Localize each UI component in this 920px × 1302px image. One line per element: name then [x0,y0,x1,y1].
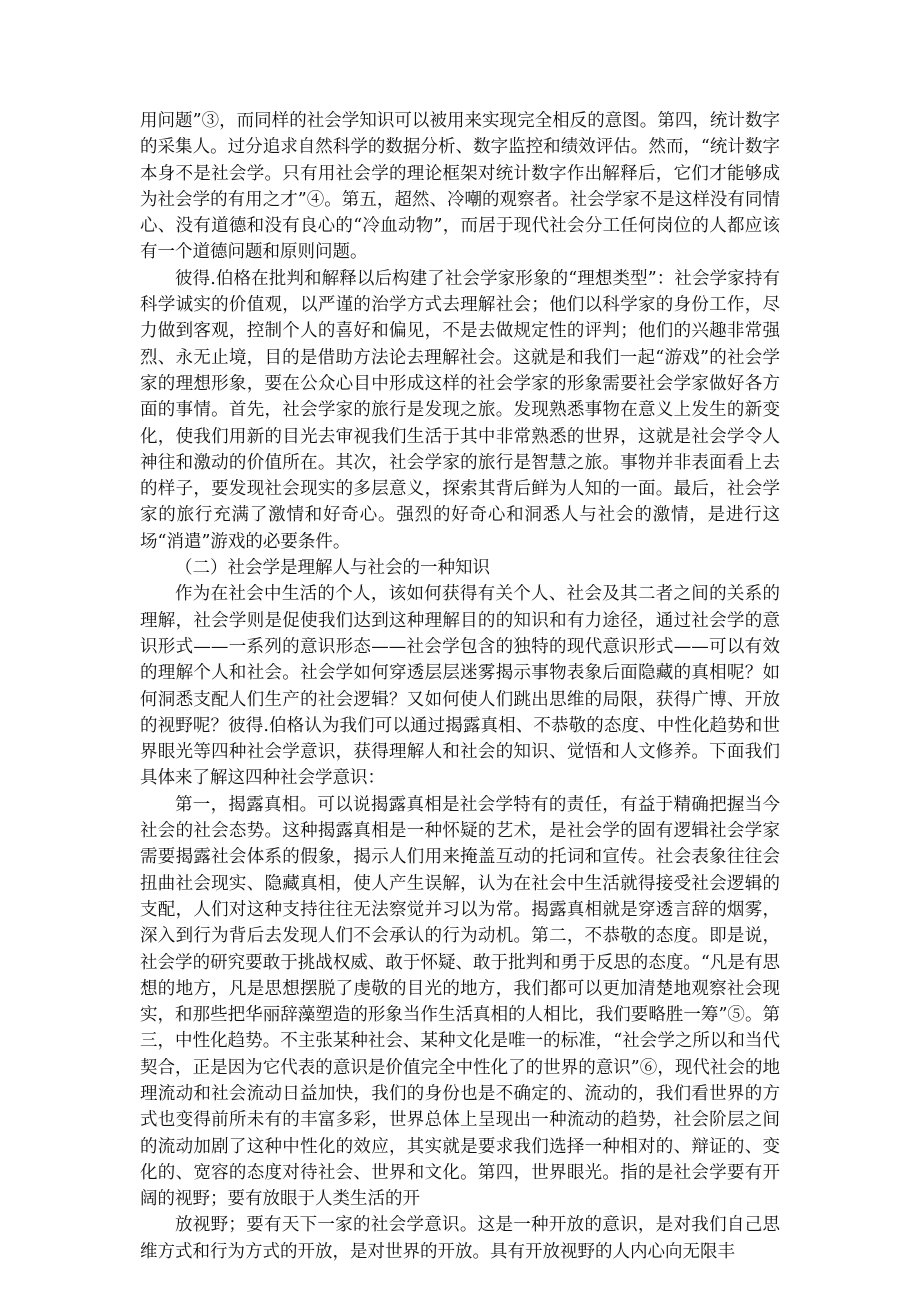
paragraph-open-vision: 放视野；要有天下一家的社会学意识。这是一种开放的意识，是对我们自己思维方式和行为方式的开放，是对世界的开放。具有开放视野的人内心向无限丰 [140,1215,780,1262]
paragraph-four-consciousness: 第一，揭露真相。可以说揭露真相是社会学特有的责任，有益于精确把握当今社会的社会态势。这种揭露真相是一种怀疑的艺术，是社会学的固有逻辑社会学家需要揭露社会体系的假象，揭示人们用来掩盖互动的托词和宣传。社会表象往往会扭曲社会现实、隐藏真相，使人产生误解，认为在社会中生活就得接受社会逻辑的支配，人们对这种支持往往无法察觉并习以为常。揭露真相就是穿透言辞的烟雾，深入到行为背后去发现人们不会承认的行为动机。第二，不恭敬的态度。即是说，社会学的研究要敢于挑战权威、敢于怀疑、敢于批判和勇于反思的态度。“凡是有思想的地方，凡是思想摆脱了虔敬的目光的地方，我们都可以更加清楚地观察社会现实，和那些把华丽辞藻塑造的形象当作生活真相的人相比，我们要略胜一筹”⑤。第三，中性化趋势。不主张某种社会、某种文化是唯一的标准，“社会学之所以和当代契合，正是因为它代表的意识是价值完全中性化了的世界的意识”⑥，现代社会的地理流动和社会流动日益加快，我们的身份也是不确定的、流动的，我们看世界的方式也变得前所未有的丰富多彩，世界总体上呈现出一种流动的趋势，社会阶层之间的流动加剧了这种中性化的效应，其实就是要求我们选择一种相对的、辩证的、变化的、宽容的态度对待社会、世界和文化。第四，世界眼光。指的是社会学要有开阔的视野；要有放眼于人类生活的开 [140,794,780,1210]
document-page [140,108,780,1265]
paragraph-continued: 用问题”③，而同样的社会学知识可以被用来实现完全相反的意图。第四，统计数字的采集人。过分追求自然科学的数据分析、数字监控和绩效评估。然而，“统计数字本身不是社会学。只有用社会学的理论框架对统计数字作出解释后，它们才能够成为社会学的有用之才”④。第五，超然、冷嘲的观察者。社会学家不是这样没有同情心、没有道德和没有良心的“冷血动物”，而居于现代社会分工任何岗位的人都应该有一个道德问题和原则问题。 [140,111,780,263]
paragraph-understanding: 作为在社会中生活的个人，该如何获得有关个人、社会及其二者之间的关系的理解，社会学则是促使我们达到这种理解目的的知识和有力途径，通过社会学的意识形式——一系列的意识形态——社会学包含的独特的现代意识形式——可以有效的理解个人和社会。社会学如何穿透层层迷雾揭示事物表象后面隐藏的真相呢？如何洞悉支配人们生产的社会逻辑？又如何使人们跳出思维的局限，获得广博、开放的视野呢？彼得.伯格认为我们可以通过揭露真相、不恭敬的态度、中性化趋势和世界眼光等四种社会学意识，获得理解人和社会的知识、觉悟和人文修养。下面我们具体来了解这四种社会学意识： [140,584,780,789]
paragraph-ideal-type: 彼得.伯格在批判和解释以后构建了社会学家形象的“理想类型”：社会学家持有科学诚实的价值观，以严谨的治学方式去理解社会；他们以科学家的身份工作，尽力做到客观，控制个人的喜好和偏见，不是去做规定性的评判；他们的兴趣非常强烈、永无止境，目的是借助方法论去理解社会。这就是和我们一起“游戏”的社会学家的理想形象，要在公众心目中形成这样的社会学家的形象需要社会学家做好各方面的事情。首先，社会学家的旅行是发现之旅。发现熟悉事物在意义上发生的新变化，使我们用新的目光去审视我们生活于其中非常熟悉的世界，这就是社会学令人神往和激动的价值所在。其次，社会学家的旅行是智慧之旅。事物并非表面看上去的样子，要发现社会现实的多层意义，探索其背后鲜为人知的一面。最后，社会学家的旅行充满了激情和好奇心。强烈的好奇心和洞悉人与社会的激情，是进行这场“消遣”游戏的必要条件。 [140,268,780,552]
section-heading: （二）社会学是理解人与社会的一种知识 [175,558,490,579]
